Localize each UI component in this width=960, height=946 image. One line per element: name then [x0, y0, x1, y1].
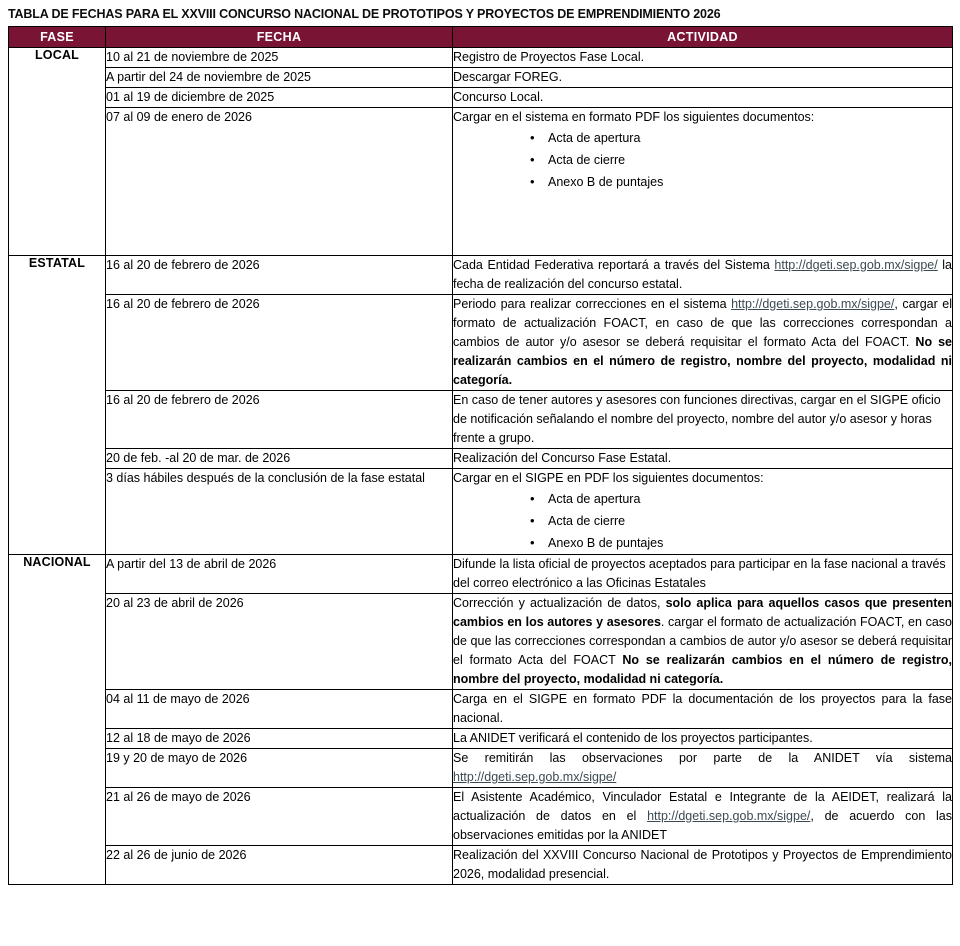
- date-cell: A partir del 24 de noviembre de 2025: [106, 68, 453, 88]
- date-cell: 22 al 26 de junio de 2026: [106, 846, 453, 885]
- activity-text: Cargar en el sistema en formato PDF los siguientes documentos:: [453, 110, 815, 124]
- activity-bullet-item: • Acta de apertura: [548, 127, 952, 149]
- activity-text: Descargar FOREG.: [453, 70, 563, 84]
- activity-text: Carga en el SIGPE en formato PDF la documentación de los proyectos para la fase nacional.: [453, 692, 952, 725]
- phase-label: NACIONAL: [23, 555, 91, 569]
- date-cell: 20 de feb. -al 20 de mar. de 2026: [106, 449, 453, 469]
- table-row: [9, 68, 953, 88]
- date-cell: 19 y 20 de mayo de 2026: [106, 749, 453, 788]
- activity-cell: [453, 594, 953, 690]
- activity-text: Corrección y actualización de datos, solo aplica para aquellos casos que presenten cambios en los autores y asesores. cargar el formato de actualización FOACT, en caso de que las correcciones correspondan a cambios de autor y/o asesor se deberá requisitar el formato Acta del FOACT No se realizarán cambios en el número de registro, nombre del proyecto, modalidad ni categoría.: [453, 596, 952, 686]
- date-cell: 04 al 11 de mayo de 2026: [106, 690, 453, 729]
- date-cell: 16 al 20 de febrero de 2026: [106, 256, 453, 295]
- activity-text: Periodo para realizar correcciones en el sistema http://dgeti.sep.gob.mx/sigpe/, cargar el formato de actualización FOACT, en caso de que las correcciones correspondan a cambios de autor y/o asesor se deberá requisitar el formato Acta del FOACT. No se realizarán cambios en el número de registro, nombre del proyecto, modalidad ni categoría.: [453, 297, 953, 387]
- cell-spacer: [453, 193, 952, 255]
- page-title: TABLA DE FECHAS PARA EL XXVIII CONCURSO NACIONAL DE PROTOTIPOS Y PROYECTOS DE EMPRENDIMIENTO 2026: [8, 7, 721, 21]
- activity-text: Concurso Local.: [453, 90, 544, 104]
- activity-cell: [453, 555, 953, 594]
- date-cell: 10 al 21 de noviembre de 2025: [106, 48, 453, 68]
- activity-text: Se remitirán las observaciones por parte de la ANIDET vía sistema http://dgeti.sep.gob.mx/sigpe/: [453, 751, 952, 784]
- schedule-table: [8, 26, 953, 885]
- activity-bullet-item: • Acta de apertura: [548, 488, 952, 510]
- activity-text: Cargar en el SIGPE en PDF los siguientes documentos:: [453, 471, 764, 485]
- sigpe-link[interactable]: http://dgeti.sep.gob.mx/sigpe/: [647, 809, 811, 823]
- column-header-fase: FASE: [9, 27, 106, 48]
- sigpe-link[interactable]: http://dgeti.sep.gob.mx/sigpe/: [453, 770, 617, 784]
- date-cell: 21 al 26 de mayo de 2026: [106, 788, 453, 846]
- activity-text: En caso de tener autores y asesores con funciones directivas, cargar en el SIGPE oficio de notificación señalando el nombre del proyecto, nombre del autor y/o asesor y horas frente a grupo.: [453, 393, 941, 445]
- phase-cell-estatal: [9, 256, 106, 555]
- phase-cell-nacional: [9, 555, 106, 885]
- date-cell: 3 días hábiles después de la conclusión de la fase estatal: [106, 469, 453, 555]
- activity-cell: [453, 469, 953, 555]
- activity-bullet-item: • Acta de cierre: [548, 510, 952, 532]
- table-row: [9, 555, 953, 594]
- activity-text: Difunde la lista oficial de proyectos aceptados para participar en la fase nacional a través del correo electrónico a las Oficinas Estatales: [453, 557, 946, 590]
- column-header-fecha: FECHA: [106, 27, 453, 48]
- activity-bullet-item: • Anexo B de puntajes: [548, 532, 952, 554]
- sigpe-link[interactable]: http://dgeti.sep.gob.mx/sigpe/: [774, 258, 938, 272]
- activity-cell: [453, 88, 953, 108]
- phase-cell-local: [9, 48, 106, 256]
- activity-cell: [453, 256, 953, 295]
- activity-text: El Asistente Académico, Vinculador Estatal e Integrante de la AEIDET, realizará la actualización de datos en el http://dgeti.sep.gob.mx/sigpe/, de acuerdo con las observaciones emitidas por la ANIDET: [453, 790, 953, 842]
- table-row: [9, 449, 953, 469]
- activity-bullet-item: • Anexo B de puntajes: [548, 171, 952, 193]
- table-header: [9, 27, 953, 48]
- column-header-actividad: ACTIVIDAD: [453, 27, 953, 48]
- activity-bullet-item: • Acta de cierre: [548, 149, 952, 171]
- sigpe-link[interactable]: http://dgeti.sep.gob.mx/sigpe/: [731, 297, 895, 311]
- activity-text: Cada Entidad Federativa reportará a través del Sistema http://dgeti.sep.gob.mx/sigpe/ la fecha de realización del concurso estatal.: [453, 258, 952, 291]
- table-row: [9, 391, 953, 449]
- activity-cell: [453, 846, 953, 885]
- activity-text: Registro de Proyectos Fase Local.: [453, 50, 645, 64]
- date-cell: 16 al 20 de febrero de 2026: [106, 295, 453, 391]
- date-cell: 01 al 19 de diciembre de 2025: [106, 88, 453, 108]
- activity-bullet-list: [453, 488, 952, 554]
- activity-cell: [453, 690, 953, 729]
- activity-cell: [453, 788, 953, 846]
- date-cell: 20 al 23 de abril de 2026: [106, 594, 453, 690]
- table-row: [9, 469, 953, 555]
- activity-cell: [453, 295, 953, 391]
- date-cell: 12 al 18 de mayo de 2026: [106, 729, 453, 749]
- table-row: [9, 88, 953, 108]
- activity-cell: [453, 749, 953, 788]
- date-cell: A partir del 13 de abril de 2026: [106, 555, 453, 594]
- date-cell: 16 al 20 de febrero de 2026: [106, 391, 453, 449]
- table-row: [9, 256, 953, 295]
- table-body: [9, 48, 953, 885]
- table-row: [9, 729, 953, 749]
- table-row: [9, 594, 953, 690]
- date-cell: 07 al 09 de enero de 2026: [106, 108, 453, 256]
- activity-cell: [453, 48, 953, 68]
- table-header-row: [9, 27, 953, 48]
- activity-cell: [453, 68, 953, 88]
- phase-label: LOCAL: [34, 48, 80, 62]
- table-row: [9, 846, 953, 885]
- activity-text: Realización del XXVIII Concurso Nacional de Prototipos y Proyectos de Emprendimiento 2026, modalidad presencial.: [453, 848, 952, 881]
- activity-cell: [453, 449, 953, 469]
- activity-text: Realización del Concurso Fase Estatal.: [453, 451, 672, 465]
- activity-cell: [453, 729, 953, 749]
- activity-cell: [453, 108, 953, 256]
- activity-cell: [453, 391, 953, 449]
- activity-text: La ANIDET verificará el contenido de los proyectos participantes.: [453, 731, 813, 745]
- table-row: [9, 295, 953, 391]
- table-row: [9, 749, 953, 788]
- table-row: [9, 108, 953, 256]
- table-row: [9, 48, 953, 68]
- phase-label: ESTATAL: [28, 256, 86, 270]
- activity-bullet-list: [453, 127, 952, 193]
- table-row: [9, 788, 953, 846]
- table-row: [9, 690, 953, 729]
